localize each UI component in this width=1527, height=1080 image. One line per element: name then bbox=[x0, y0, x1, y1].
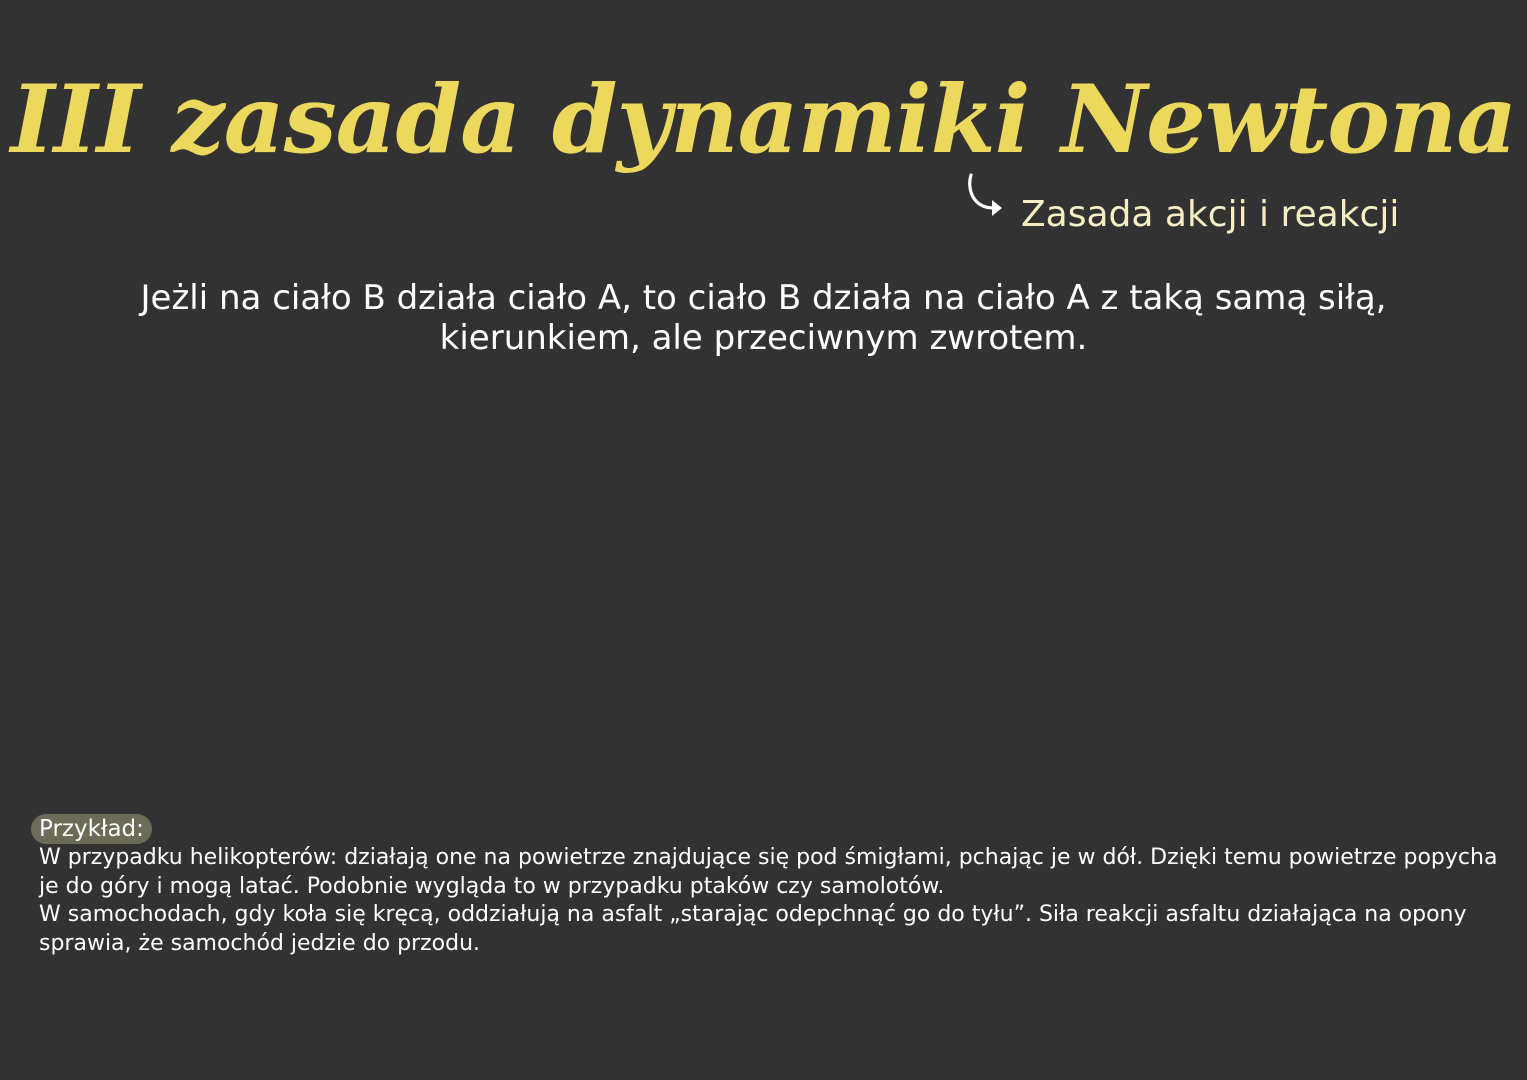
example-paragraph-car: W samochodach, gdy koła się kręcą, oddziałują na asfalt „starając odepchnąć go do tyłu”. Siła reakcji asfaltu działająca na opony sprawia, że samochód jedzie do przodu. bbox=[39, 902, 1467, 956]
subtitle-group bbox=[964, 172, 1484, 252]
page-title: III zasada dynamiki Newtona bbox=[10, 65, 1517, 175]
example-text bbox=[39, 844, 1499, 958]
example-paragraph-helicopter: W przypadku helikopterów: działają one na powietrze znajdujące się pod śmigłami, pchając je w dół. Dzięki temu powietrze popycha je do góry i mogą latać. Podobnie wygląda to w przypadku ptaków czy samolotów. bbox=[39, 845, 1498, 899]
example-label-badge: Przykład: bbox=[31, 814, 152, 844]
subtitle: Zasada akcji i reakcji bbox=[1021, 194, 1400, 235]
law-statement: Jeżli na ciało B działa ciało A, to ciało B działa na ciało A z taką samą siłą, kierunkiem, ale przeciwnym zwrotem. bbox=[140, 278, 1387, 358]
curved-arrow-right-icon bbox=[964, 172, 1008, 222]
